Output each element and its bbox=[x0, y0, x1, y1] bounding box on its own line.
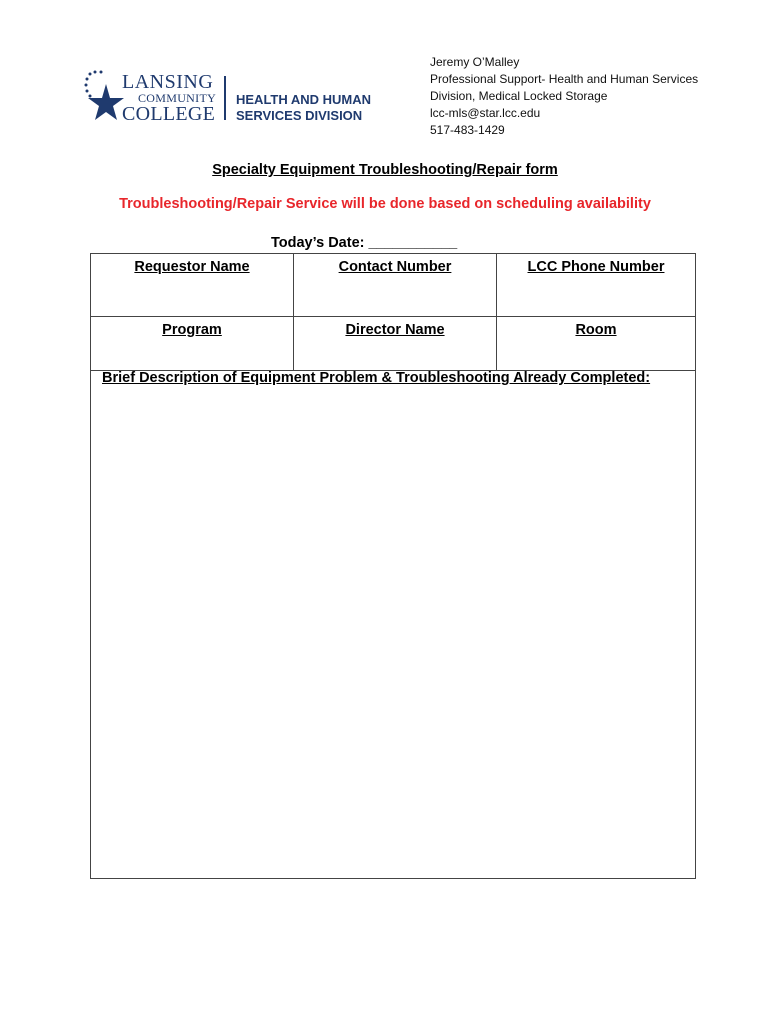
form-title: Specialty Equipment Troubleshooting/Repair form bbox=[212, 162, 558, 178]
contact-number-cell[interactable] bbox=[294, 254, 497, 317]
lcc-phone-number-cell[interactable] bbox=[497, 254, 696, 317]
description-box[interactable] bbox=[90, 366, 696, 879]
logo-line-1: LANSING bbox=[122, 71, 214, 93]
division-line-2: SERVICES DIVISION bbox=[236, 108, 363, 123]
logo-line-3: COLLEGE bbox=[122, 103, 216, 125]
contact-name: Jeremy O’Malley bbox=[430, 55, 520, 69]
contact-block bbox=[430, 54, 698, 139]
contact-email[interactable]: lcc-mls@star.lcc.edu bbox=[430, 106, 541, 120]
division-line-1: HEALTH AND HUMAN bbox=[236, 92, 372, 107]
logo-divider bbox=[224, 76, 226, 120]
scheduling-notice: Troubleshooting/Repair Service will be done based on scheduling availability bbox=[119, 196, 651, 212]
division-name bbox=[236, 92, 371, 124]
contact-phone: 517-483-1429 bbox=[430, 123, 505, 137]
college-wordmark bbox=[122, 72, 216, 124]
director-name-label: Director Name bbox=[345, 322, 445, 338]
program-label: Program bbox=[162, 322, 222, 338]
lcc-phone-number-label: LCC Phone Number bbox=[527, 259, 665, 275]
todays-date-field[interactable]: Today’s Date: ___________ bbox=[271, 235, 458, 251]
requestor-name-label: Requestor Name bbox=[134, 259, 250, 275]
description-label: Brief Description of Equipment Problem & Troubleshooting Already Completed: bbox=[102, 370, 651, 386]
college-logo bbox=[84, 70, 394, 130]
requestor-info-table bbox=[90, 253, 696, 371]
room-cell[interactable] bbox=[497, 317, 696, 371]
program-cell[interactable] bbox=[91, 317, 294, 371]
room-label: Room bbox=[575, 322, 617, 338]
director-name-cell[interactable] bbox=[294, 317, 497, 371]
contact-role: Professional Support- Health and Human Services bbox=[430, 72, 699, 86]
contact-number-label: Contact Number bbox=[338, 259, 452, 275]
requestor-name-cell[interactable] bbox=[91, 254, 294, 317]
contact-unit: Division, Medical Locked Storage bbox=[430, 89, 608, 103]
logo-line-2: COMMUNITY bbox=[138, 91, 217, 105]
